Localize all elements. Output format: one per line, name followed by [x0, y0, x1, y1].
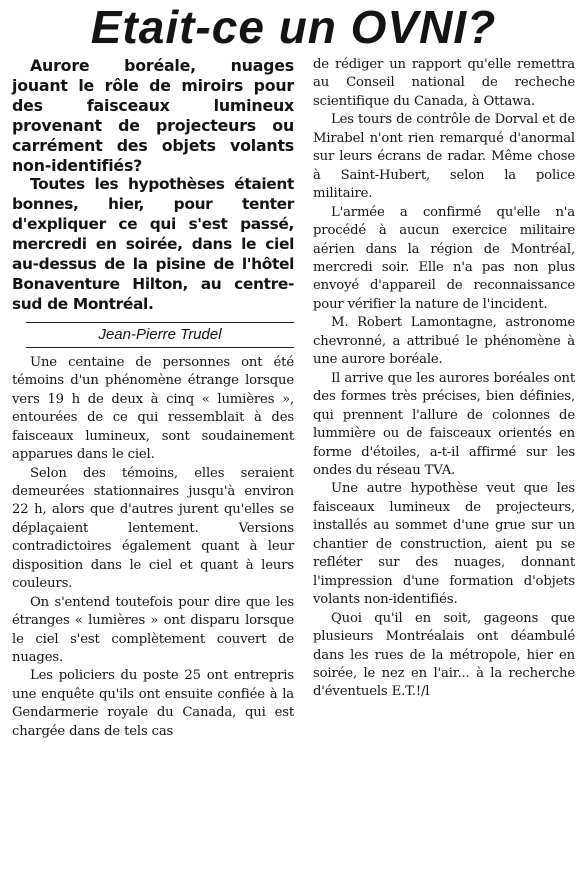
lede-paragraph: Toutes les hypothèses étaient bonnes, hier, pour tenter d'expliquer ce qui s'est passé, mercredi en soirée, dans le ciel au-dessus de la pisine de l'hôtel Bonaventure Hilton, au centre-sud de Montréal. — [12, 175, 294, 313]
lede-paragraph: Aurore boréale, nuages jouant le rôle de miroirs pour des faisceaux lumineux provenant de projecteurs ou carrément des objets volants non-identifiés? — [12, 56, 294, 175]
body-paragraph: L'armée a confirmé qu'elle n'a procédé à aucun exercice militaire aérien dans la région de Montréal, mercredi soir. Elle n'a pas non plus envoyé d'appareil de reconnaissance pour vérifier la nature de l'incident. — [313, 204, 575, 312]
right-column-body — [313, 56, 575, 702]
body-paragraph: M. Robert Lamontagne, astronome chevronné, a attribué le phénomène à une aurore boréale. — [313, 315, 575, 368]
body-paragraph: Quoi qu'il en soit, gageons que plusieurs Montréalais ont déambulé dans les rues de la métropole, hier en soirée, le nez en l'air... à la recherche d'éventuels E.T.!/l — [313, 610, 575, 700]
right-column — [313, 56, 575, 741]
body-paragraph: Selon des témoins, elles seraient demeurées stationnaires jusqu'à environ 22 h, alors que d'autres jurent qu'elles se déplaçaient lentement. Versions contradictoires également quant à leur disposition dans le ciel et quant à leurs couleurs. — [12, 465, 294, 592]
article-lede — [12, 56, 294, 315]
body-paragraph: Les policiers du poste 25 ont entrepris une enquête qu'ils ont ensuite confiée à la Gendarmerie royale du Canada, qui est chargée dans de tels cas — [12, 668, 294, 739]
body-paragraph: On s'entend toutefois pour dire que les étranges « lumières » ont disparu lorsque le ciel s'est complètement couvert de nuages. — [12, 594, 294, 666]
body-paragraph: Il arrive que les aurores boréales ont des formes très précises, bien définies, qui prennent l'allure de colonnes de lummière ou de faisceaux orientés en forme d'étoiles, a-t-il affirmé sur les ondes du réseau TVA. — [313, 370, 575, 478]
left-column — [12, 56, 294, 741]
byline: Jean-Pierre Trudel — [26, 322, 294, 348]
article-headline: Etait-ce un OVNI? — [90, 1, 497, 53]
body-paragraph: de rédiger un rapport qu'elle remettra au Conseil national de recheche scientifique du Canada, à Ottawa. — [313, 57, 575, 109]
body-paragraph: Une centaine de personnes ont été témoins d'un phénomène étrange lorsque vers 19 h de deux à cinq « lumières », entourées de ce qui ressemblait à des faisceaux lumineux, sont soudainement apparues dans le ciel. — [12, 354, 294, 463]
article-columns — [12, 56, 575, 741]
left-column-body — [12, 354, 294, 742]
body-paragraph: Les tours de contrôle de Dorval et de Mirabel n'ont rien remarqué d'anormal sur leurs écrans de radar. Même chose à Saint-Hubert, selon la police militaire. — [313, 112, 575, 202]
body-paragraph: Une autre hypothèse veut que les faisceaux lumineux de projecteurs, installés au sommet d'une grue sur un chantier de construction, aient pu se refléter sur des nuages, donnant l'impression d'une formation d'objets volants non-identifiés. — [313, 481, 575, 608]
